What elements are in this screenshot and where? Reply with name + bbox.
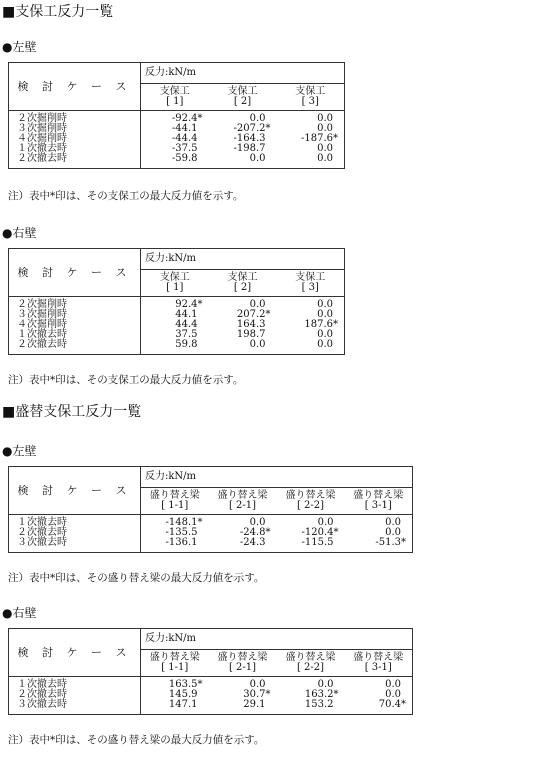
reaction-value: 187.6: [304, 319, 334, 330]
reaction-value: -136.1: [165, 537, 198, 548]
value-cell: [277, 340, 341, 350]
column-header: [277, 650, 345, 677]
value-cell: [277, 700, 341, 710]
case-name: １次撤去時: [17, 679, 67, 690]
column-name: 支保工: [227, 86, 258, 97]
max-marker: *: [333, 527, 339, 538]
column-index: [ 2]: [233, 96, 252, 107]
case-name: ４次掘削時: [17, 319, 67, 330]
max-marker: *: [401, 537, 407, 548]
unit-label: 反力:kN/m: [141, 467, 413, 488]
max-marker: *: [197, 113, 203, 124]
reaction-value: 0.0: [385, 527, 402, 538]
reaction-value: 29.1: [243, 699, 266, 710]
case-name: ２次撤去時: [17, 153, 67, 164]
data-body-row: [9, 677, 413, 715]
case-name: ３次掘削時: [17, 123, 67, 134]
column-name: 支保工: [227, 272, 258, 283]
column-index: [ 2-2]: [296, 662, 325, 673]
reaction-value: 0.0: [317, 299, 334, 310]
column-header: [209, 84, 277, 111]
reaction-table: [8, 466, 413, 553]
column-name: 盛り替え梁: [217, 490, 268, 501]
value-column: [141, 111, 209, 169]
case-list: [9, 677, 141, 715]
value-column: [277, 111, 345, 169]
column-index: [ 1]: [166, 96, 184, 107]
column-index: [ 2]: [233, 282, 252, 293]
reaction-value: 207.2: [236, 309, 266, 320]
reaction-value: -37.5: [171, 143, 198, 154]
reaction-value: -59.8: [171, 153, 198, 164]
reaction-value: 145.9: [168, 689, 198, 700]
value-cell: [141, 700, 205, 710]
data-body-row: [9, 515, 413, 553]
reaction-value: -198.7: [233, 143, 266, 154]
column-header: [141, 270, 209, 297]
case-name: ３次撤去時: [17, 537, 67, 548]
column-name: 支保工: [295, 86, 326, 97]
value-column: [141, 677, 209, 715]
case-name: ２次掘削時: [17, 113, 67, 124]
column-header: [277, 270, 345, 297]
case-name: ３次撤去時: [17, 699, 67, 710]
wall-heading: ●左壁: [2, 444, 37, 458]
column-index: [ 3-1]: [364, 500, 392, 511]
column-index: [ 2-1]: [228, 662, 257, 673]
header-row: [9, 63, 345, 84]
reaction-value: -115.5: [301, 537, 334, 548]
value-column: [141, 515, 209, 553]
table-note: 注）表中*印は、その盛り替え梁の最大反力値を示す。: [8, 572, 265, 584]
reaction-value: 147.1: [168, 699, 198, 710]
column-index: [ 3]: [301, 282, 319, 293]
value-cell: [345, 538, 409, 548]
max-marker: *: [265, 309, 271, 320]
reaction-value: 0.0: [249, 679, 266, 690]
reaction-value: 153.2: [304, 699, 334, 710]
table-note: 注）表中*印は、その盛り替え梁の最大反力値を示す。: [8, 734, 265, 746]
column-index: [ 1-1]: [161, 500, 189, 511]
column-header: [345, 488, 413, 515]
value-column: [209, 515, 277, 553]
max-marker: *: [197, 517, 203, 528]
reaction-value: -44.4: [171, 133, 198, 144]
wall-heading: ●左壁: [2, 40, 37, 54]
case-name: １次撤去時: [17, 143, 67, 154]
reaction-value: -92.4: [171, 113, 198, 124]
value-cell: [277, 538, 341, 548]
value-column: [345, 677, 413, 715]
value-cell: [209, 700, 273, 710]
value-cell: [141, 154, 205, 164]
reaction-value: -44.1: [171, 123, 198, 134]
column-name: 盛り替え梁: [285, 490, 336, 501]
column-header: [277, 488, 345, 515]
header-row: [9, 249, 345, 270]
column-name: 盛り替え梁: [353, 490, 404, 501]
reaction-value: 0.0: [317, 679, 334, 690]
column-header: [209, 270, 277, 297]
reaction-value: -135.5: [165, 527, 198, 538]
reaction-value: -120.4: [301, 527, 334, 538]
section-title: ■盛替支保工反力一覧: [2, 404, 142, 420]
case-column-header: 検 討 ケ ー ス: [9, 629, 141, 677]
reaction-value: 0.0: [385, 679, 402, 690]
reaction-value: 0.0: [249, 299, 266, 310]
reaction-value: 0.0: [317, 329, 334, 340]
max-marker: *: [265, 123, 271, 134]
reaction-value: 0.0: [385, 517, 402, 528]
value-column: [345, 515, 413, 553]
section-title: ■支保工反力一覧: [2, 4, 114, 20]
reaction-value: -164.3: [233, 133, 266, 144]
reaction-table: [8, 62, 345, 169]
reaction-value: 44.1: [175, 309, 198, 320]
data-body-row: [9, 297, 345, 355]
case-name: ２次掘削時: [17, 299, 67, 310]
reaction-value: -187.6: [301, 133, 334, 144]
reaction-value: -148.1: [165, 517, 198, 528]
column-name: 盛り替え梁: [149, 490, 200, 501]
case-column-header: 検 討 ケ ー ス: [9, 467, 141, 515]
case-name: １次撤去時: [17, 517, 67, 528]
column-index: [ 3-1]: [364, 662, 392, 673]
case-column-header: 検 討 ケ ー ス: [9, 249, 141, 297]
reaction-value: 0.0: [317, 143, 334, 154]
value-column: [209, 297, 277, 355]
reaction-table: [8, 628, 413, 715]
table-note: 注）表中*印は、その支保工の最大反力値を示す。: [8, 374, 244, 386]
header-row: [9, 629, 413, 650]
reaction-value: -24.8: [239, 527, 266, 538]
wall-heading: ●右壁: [2, 226, 37, 240]
case-list: [9, 111, 141, 169]
case-name: ４次掘削時: [17, 133, 67, 144]
reaction-value: 163.2: [304, 689, 334, 700]
value-cell: [209, 154, 273, 164]
reaction-value: 0.0: [317, 339, 334, 350]
value-cell: [209, 538, 273, 548]
max-marker: *: [333, 133, 339, 144]
reaction-value: -207.2: [233, 123, 266, 134]
column-name: 支保工: [159, 272, 190, 283]
column-header: [277, 84, 345, 111]
max-marker: *: [197, 299, 203, 310]
column-name: 支保工: [159, 86, 190, 97]
column-index: [ 1]: [166, 282, 184, 293]
case-name: ３次掘削時: [17, 309, 67, 320]
value-column: [209, 677, 277, 715]
table-note: 注）表中*印は、その支保工の最大反力値を示す。: [8, 190, 244, 202]
column-header: [141, 650, 209, 677]
case-column-header: 検 討 ケ ー ス: [9, 63, 141, 111]
reaction-value: 0.0: [317, 153, 334, 164]
case-list: [9, 515, 141, 553]
reaction-value: 0.0: [249, 113, 266, 124]
reaction-value: 0.0: [317, 123, 334, 134]
data-body-row: [9, 111, 345, 169]
max-marker: *: [265, 689, 271, 700]
reaction-value: 70.4: [378, 699, 402, 710]
case-name: ２次撤去時: [17, 527, 67, 538]
value-cell: [141, 340, 205, 350]
reaction-value: -51.3: [375, 537, 402, 548]
value-cell: [345, 700, 409, 710]
reaction-value: 37.5: [175, 329, 198, 340]
column-index: [ 2-2]: [296, 500, 325, 511]
reaction-value: 59.8: [175, 339, 198, 350]
value-column: [277, 677, 345, 715]
header-row: [9, 467, 413, 488]
column-header: [345, 650, 413, 677]
column-header: [209, 488, 277, 515]
reaction-value: 30.7: [243, 689, 266, 700]
case-name: ２次撤去時: [17, 339, 67, 350]
reaction-value: 0.0: [317, 113, 334, 124]
max-marker: *: [333, 689, 339, 700]
reaction-value: 0.0: [249, 339, 266, 350]
column-index: [ 2-1]: [228, 500, 257, 511]
value-cell: [209, 340, 273, 350]
column-index: [ 3]: [301, 96, 319, 107]
reaction-value: -24.3: [239, 537, 266, 548]
column-header: [141, 84, 209, 111]
reaction-value: 0.0: [249, 153, 266, 164]
reaction-value: 92.4: [175, 299, 198, 310]
unit-label: 反力:kN/m: [141, 629, 413, 650]
unit-label: 反力:kN/m: [141, 249, 345, 270]
reaction-value: 164.3: [236, 319, 266, 330]
column-name: 支保工: [295, 272, 326, 283]
reaction-value: 0.0: [385, 689, 402, 700]
column-header: [209, 650, 277, 677]
wall-heading: ●右壁: [2, 606, 37, 620]
column-header: [141, 488, 209, 515]
reaction-value: 163.5: [168, 679, 198, 690]
reaction-value: 44.4: [175, 319, 198, 330]
column-index: [ 1-1]: [161, 662, 189, 673]
value-column: [277, 515, 345, 553]
column-name: 盛り替え梁: [285, 652, 336, 663]
reaction-value: 0.0: [317, 309, 334, 320]
max-marker: *: [333, 319, 339, 330]
reaction-table: [8, 248, 345, 355]
max-marker: *: [265, 527, 271, 538]
unit-label: 反力:kN/m: [141, 63, 345, 84]
column-name: 盛り替え梁: [353, 652, 404, 663]
case-list: [9, 297, 141, 355]
value-column: [277, 297, 345, 355]
case-name: １次撤去時: [17, 329, 67, 340]
value-column: [209, 111, 277, 169]
value-column: [141, 297, 209, 355]
reaction-value: 0.0: [249, 517, 266, 528]
max-marker: *: [197, 679, 203, 690]
max-marker: *: [401, 699, 407, 710]
value-cell: [141, 538, 205, 548]
column-name: 盛り替え梁: [149, 652, 200, 663]
value-cell: [277, 154, 341, 164]
reaction-value: 198.7: [236, 329, 266, 340]
case-name: ２次撤去時: [17, 689, 67, 700]
reaction-value: 0.0: [317, 517, 334, 528]
column-name: 盛り替え梁: [217, 652, 268, 663]
